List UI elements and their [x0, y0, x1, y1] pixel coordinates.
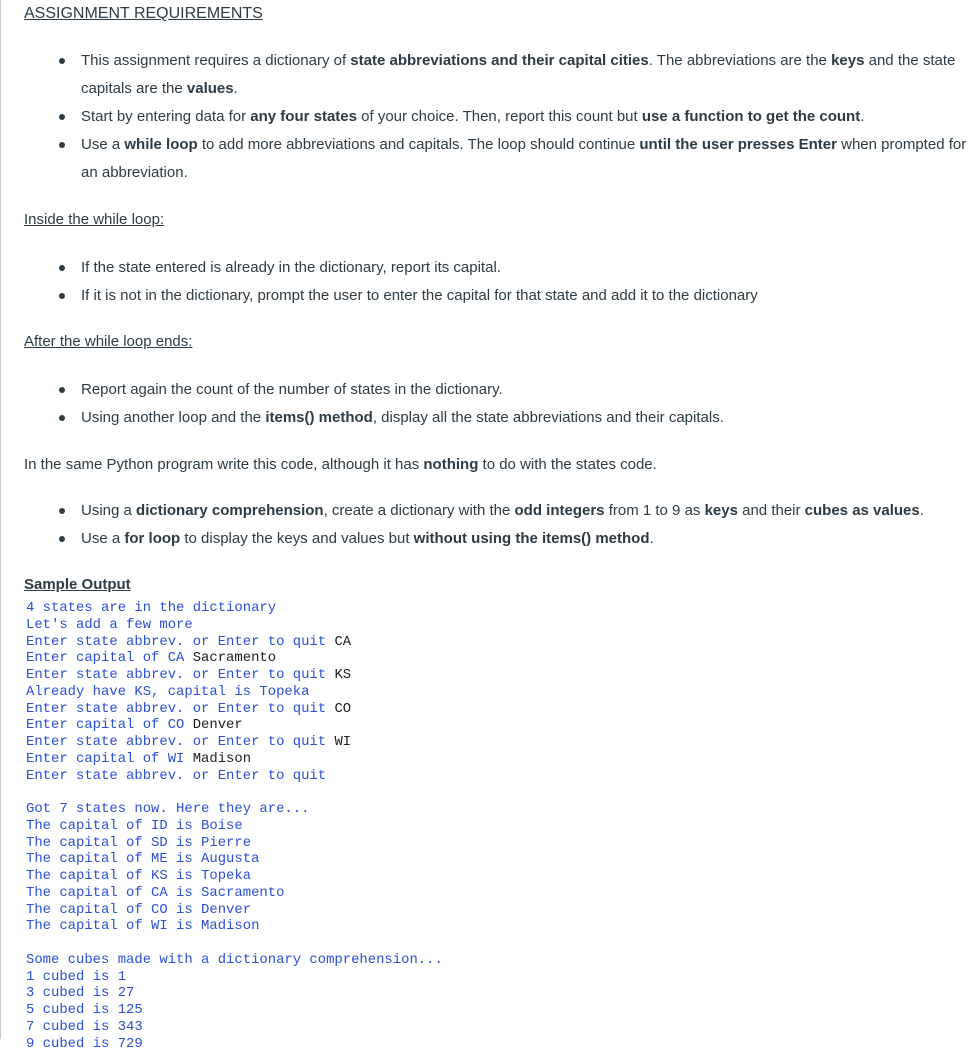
- bullet-item: [56, 282, 968, 310]
- user-input: Sacramento: [193, 650, 276, 666]
- output-line: [26, 935, 443, 952]
- output-prompt: 5 cubed is 125: [26, 1002, 143, 1018]
- user-input: Denver: [193, 717, 243, 733]
- output-line: [26, 701, 443, 718]
- bold-text: without using the items() method: [414, 530, 650, 547]
- inside-loop-list: [56, 254, 968, 310]
- output-line: [26, 885, 443, 902]
- text-run: Start by entering data for: [81, 108, 250, 125]
- output-line: [26, 684, 443, 701]
- requirements-list: [56, 47, 968, 187]
- text-run: , display all the state abbreviations and their capitals.: [373, 409, 724, 426]
- output-line: [26, 717, 443, 734]
- output-line: [26, 918, 443, 935]
- output-prompt: 1 cubed is 1: [26, 969, 126, 985]
- output-line: [26, 784, 443, 801]
- text-run: Using another loop and the: [81, 409, 265, 426]
- user-input: CA: [334, 634, 351, 650]
- bold-text: odd integers: [515, 502, 605, 519]
- output-line: [26, 868, 443, 885]
- output-line: [26, 952, 443, 969]
- inside-loop-heading: Inside the while loop:: [24, 211, 164, 228]
- output-prompt: Enter state abbrev. or Enter to quit: [26, 734, 334, 750]
- output-line: [26, 818, 443, 835]
- output-prompt: The capital of ME is Augusta: [26, 851, 259, 867]
- output-line: [26, 751, 443, 768]
- output-line: [26, 634, 443, 651]
- output-line: [26, 600, 443, 617]
- text-run: when prompted for an abbreviation.: [81, 136, 966, 181]
- bold-text: cubes as values: [805, 502, 920, 519]
- output-line: [26, 801, 443, 818]
- output-line: [26, 667, 443, 684]
- assignment-heading: ASSIGNMENT REQUIREMENTS: [24, 5, 263, 23]
- text-run: In the same Python program write this code, although it has: [24, 456, 423, 473]
- output-prompt: Enter state abbrev. or Enter to quit: [26, 667, 334, 683]
- output-prompt: The capital of ID is Boise: [26, 818, 243, 834]
- output-prompt: The capital of SD is Pierre: [26, 835, 251, 851]
- bold-text: keys: [705, 502, 738, 519]
- output-prompt: Enter capital of CA: [26, 650, 193, 666]
- user-input: KS: [334, 667, 351, 683]
- output-prompt: 7 cubed is 343: [26, 1019, 143, 1035]
- bullet-item: [56, 254, 968, 282]
- sample-output-block: [26, 600, 443, 1052]
- bold-text: while loop: [124, 136, 197, 153]
- text-run: and their: [738, 502, 805, 519]
- output-prompt: Enter capital of WI: [26, 751, 193, 767]
- output-line: [26, 768, 443, 785]
- output-prompt: The capital of CO is Denver: [26, 902, 251, 918]
- text-run: .: [234, 80, 238, 97]
- sample-output-heading: Sample Output: [24, 576, 131, 593]
- output-prompt: The capital of KS is Topeka: [26, 868, 251, 884]
- output-prompt: Already have KS, capital is Topeka: [26, 684, 309, 700]
- text-run: and the state capitals are the: [81, 52, 955, 97]
- output-line: [26, 1036, 443, 1052]
- after-loop-heading: After the while loop ends:: [24, 333, 192, 350]
- user-input: Madison: [193, 751, 251, 767]
- output-line: [26, 1019, 443, 1036]
- bold-text: nothing: [423, 456, 478, 473]
- user-input: WI: [334, 734, 351, 750]
- bold-text: until the user presses Enter: [639, 136, 837, 153]
- bold-text: use a function to get the count: [642, 108, 860, 125]
- text-run: to add more abbreviations and capitals. The loop should continue: [198, 136, 640, 153]
- output-line: [26, 835, 443, 852]
- text-run: Report again the count of the number of states in the dictionary.: [81, 381, 503, 398]
- output-line: [26, 851, 443, 868]
- output-line: [26, 1002, 443, 1019]
- bullet-item: [56, 404, 968, 432]
- text-run: of your choice. Then, report this count but: [357, 108, 642, 125]
- output-line: [26, 650, 443, 667]
- text-run: to do with the states code.: [478, 456, 656, 473]
- text-run: from 1 to 9 as: [605, 502, 705, 519]
- text-run: This assignment requires a dictionary of: [81, 52, 350, 69]
- output-prompt: Enter state abbrev. or Enter to quit: [26, 768, 326, 784]
- text-run: .: [860, 108, 864, 125]
- output-line: [26, 969, 443, 986]
- output-prompt: The capital of WI is Madison: [26, 918, 259, 934]
- text-run: , create a dictionary with the: [324, 502, 515, 519]
- text-run: . The abbreviations are the: [649, 52, 831, 69]
- bullet-item: [56, 47, 968, 103]
- text-run: to display the keys and values but: [180, 530, 413, 547]
- after-loop-list: [56, 376, 968, 432]
- output-prompt: Got 7 states now. Here they are...: [26, 801, 309, 817]
- text-run: .: [920, 502, 924, 519]
- output-line: [26, 734, 443, 751]
- output-prompt: The capital of CA is Sacramento: [26, 885, 284, 901]
- bullet-item: [56, 103, 968, 131]
- text-run: Use a: [81, 530, 124, 547]
- output-line: [26, 902, 443, 919]
- output-prompt: 4 states are in the dictionary: [26, 600, 276, 616]
- bold-text: dictionary comprehension: [136, 502, 324, 519]
- text-run: If the state entered is already in the dictionary, report its capital.: [81, 259, 501, 276]
- bullet-item: [56, 497, 968, 525]
- left-border: [0, 0, 1, 1039]
- output-prompt: 9 cubed is 729: [26, 1036, 143, 1052]
- text-run: If it is not in the dictionary, prompt the user to enter the capital for that state and add it to the dictionary: [81, 287, 758, 304]
- bullet-item: [56, 376, 968, 404]
- text-run: Using a: [81, 502, 136, 519]
- same-program-paragraph: [24, 451, 657, 479]
- bold-text: keys: [831, 52, 864, 69]
- output-line: [26, 985, 443, 1002]
- output-prompt: Enter state abbrev. or Enter to quit: [26, 701, 334, 717]
- user-input: CO: [334, 701, 351, 717]
- text-run: .: [650, 530, 654, 547]
- bullet-item: [56, 131, 968, 187]
- output-line: [26, 617, 443, 634]
- comprehension-list: [56, 497, 968, 553]
- bold-text: for loop: [124, 530, 180, 547]
- output-prompt: Enter capital of CO: [26, 717, 193, 733]
- output-prompt: Some cubes made with a dictionary comprehension...: [26, 952, 443, 968]
- bold-text: items() method: [265, 409, 373, 426]
- output-prompt: Let's add a few more: [26, 617, 193, 633]
- output-prompt: 3 cubed is 27: [26, 985, 134, 1001]
- bold-text: values: [187, 80, 234, 97]
- bold-text: state abbreviations and their capital cities: [350, 52, 648, 69]
- bold-text: any four states: [250, 108, 357, 125]
- text-run: Use a: [81, 136, 124, 153]
- output-prompt: Enter state abbrev. or Enter to quit: [26, 634, 334, 650]
- bullet-item: [56, 525, 968, 553]
